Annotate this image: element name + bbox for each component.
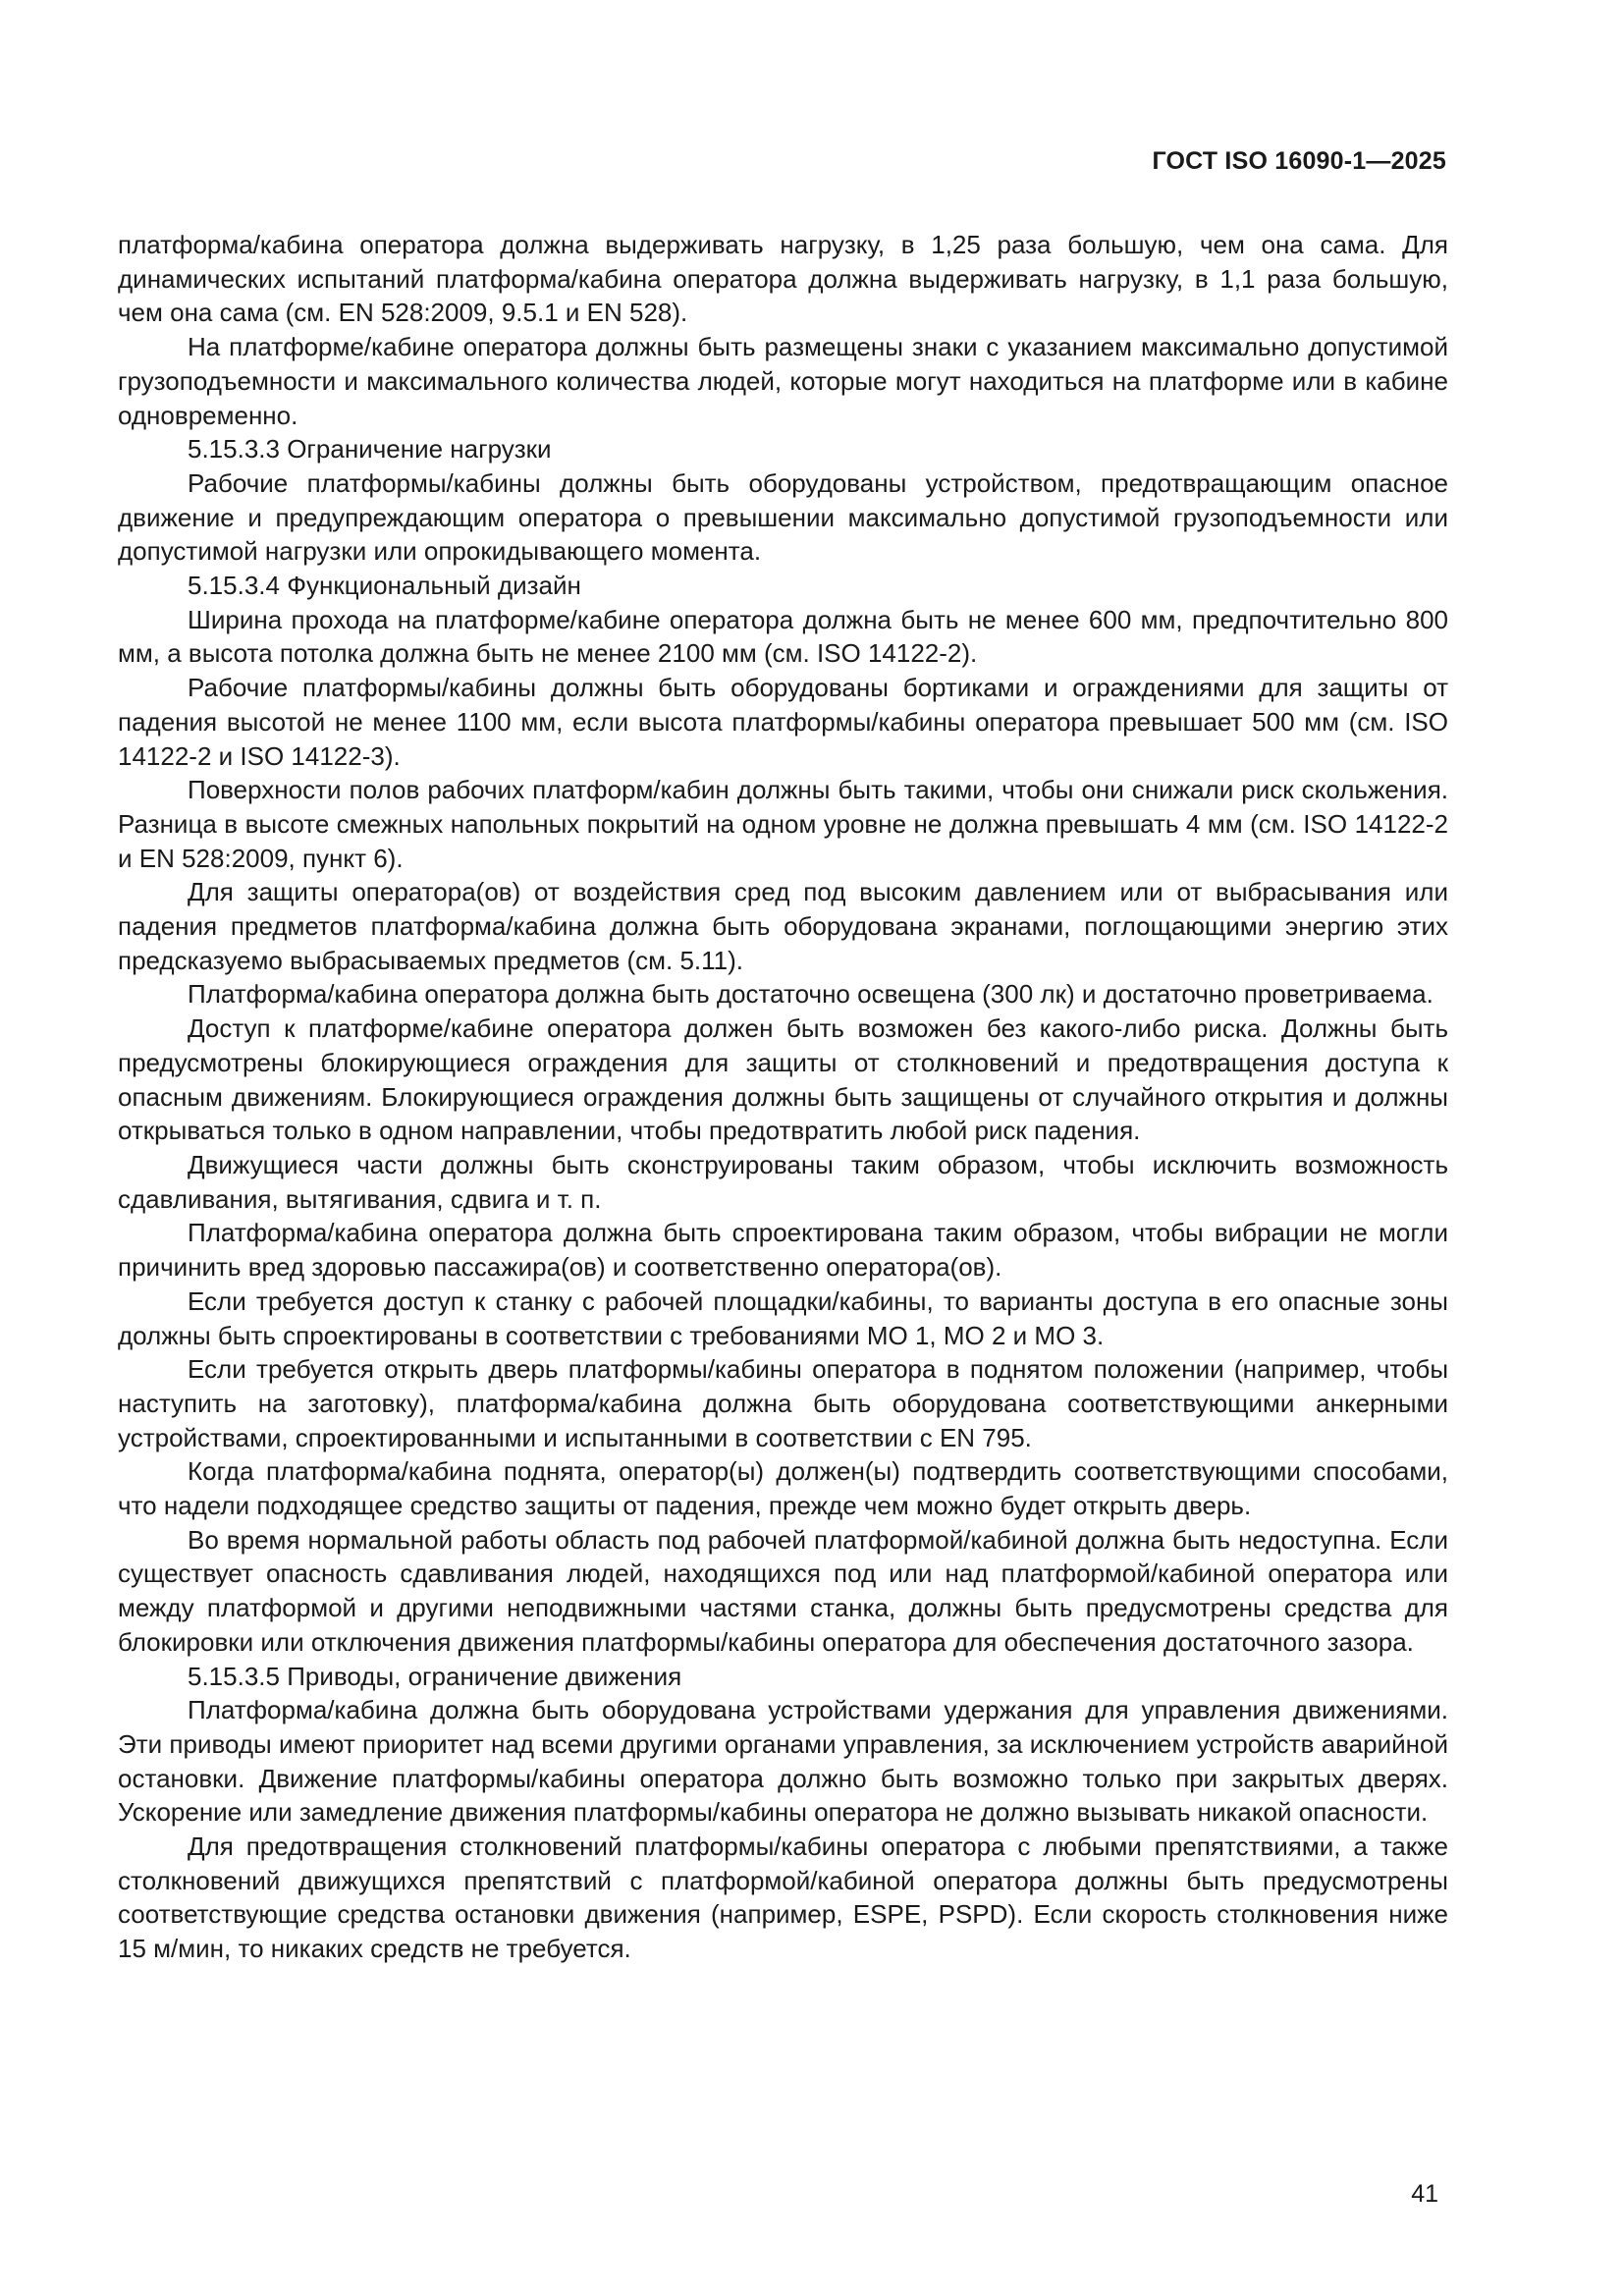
paragraph: На платформе/кабине оператора должны быть размещены знаки с указанием максимально допустимой грузоподъемности и максимального количества людей, которые могут находиться на платформе или в кабине одновременно. bbox=[118, 332, 1448, 430]
paragraph: Когда платформа/кабина поднята, оператор(ы) должен(ы) подтвердить соответствующими способами, что надели подходящее средство защиты от падения, прежде чем можно будет открыть дверь. bbox=[118, 1456, 1448, 1521]
standard-header: ГОСТ ISO 16090-1—2025 bbox=[1152, 147, 1446, 175]
paragraph: платформа/кабина оператора должна выдерживать нагрузку, в 1,25 раза большую, чем она сама. Для динамических испытаний платформа/кабина оператора должна выдерживать нагрузку, в 1,1 раза большую, чем она сама (см. EN 528:2009, 9.5.1 и EN 528). bbox=[118, 230, 1448, 328]
paragraph: Рабочие платформы/кабины должны быть оборудованы бортиками и ограждениями для защиты от падения высотой не менее 1100 мм, если высота платформы/кабины оператора превышает 500 мм (см. ISO 14122-2 и ISO 14122-3). bbox=[118, 673, 1448, 771]
paragraph: Платформа/кабина оператора должна быть достаточно освещена (300 лк) и достаточно проветриваема. bbox=[188, 979, 1434, 1010]
section-heading: 5.15.3.3 Ограничение нагрузки bbox=[188, 434, 552, 465]
paragraph: Для предотвращения столкновений платформы/кабины оператора с любыми препятствиями, а также столкновений движущихся препятствий с платформой/кабиной оператора должны быть предусмотрены соответствующие средства остановки движения (например, ESPE, PSPD). Если скорость столкновения ниже 15 м/мин, то никаких средств не требуется. bbox=[118, 1831, 1448, 1964]
paragraph: Если требуется открыть дверь платформы/кабины оператора в поднятом положении (например, чтобы наступить на заготовку), платформа/кабина должна быть оборудована соответствующими анкерными устройствами, спроектированными и испытанными в соответствии с EN 795. bbox=[118, 1354, 1448, 1452]
paragraph: Для защиты оператора(ов) от воздействия сред под высоким давлением или от выбрасывания или падения предметов платформа/кабина должна быть оборудована экранами, поглощающими энергию этих предсказуемо выбрасываемых предметов (см. 5.11). bbox=[118, 877, 1448, 975]
paragraph: Платформа/кабина должна быть оборудована устройствами удержания для управления движениями. Эти приводы имеют приоритет над всеми другими органами управления, за исключением устройств аварийной остановки. Движение платформы/кабины оператора должно быть возможно только при закрытых дверях. Ускорение или замедление движения платформы/кабины оператора не должно вызывать никакой опасности. bbox=[118, 1695, 1448, 1828]
paragraph: Доступ к платформе/кабине оператора должен быть возможен без какого-либо риска. Должны быть предусмотрены блокирующиеся ограждения для защиты от столкновений и предотвращения доступа к опасным движениям. Блокирующиеся ограждения должны быть защищены от случайного открытия и должны открываться только в одном направлении, чтобы предотвратить любой риск падения. bbox=[118, 1013, 1448, 1146]
paragraph: Поверхности полов рабочих платформ/кабин должны быть такими, чтобы они снижали риск скольжения. Разница в высоте смежных напольных покрытий на одном уровне не должна превышать 4 мм (см. ISO 14122-2 и EN 528:2009, пункт 6). bbox=[118, 775, 1448, 873]
section-heading: 5.15.3.4 Функциональный дизайн bbox=[188, 571, 581, 601]
paragraph: Ширина прохода на платформе/кабине оператора должна быть не менее 600 мм, предпочтительно 800 мм, а высота потолка должна быть не менее 2100 мм (см. ISO 14122-2). bbox=[118, 604, 1448, 669]
body-text bbox=[118, 228, 1448, 1966]
paragraph: Если требуется доступ к станку с рабочей площадки/кабины, то варианты доступа в его опасные зоны должны быть спроектированы в соответствии с требованиями МО 1, МО 2 и МО 3. bbox=[118, 1285, 1448, 1350]
paragraph: Рабочие платформы/кабины должны быть оборудованы устройством, предотвращающим опасное движение и предупреждающим оператора о превышении максимально допустимой грузоподъемности или допустимой нагрузки или опрокидывающего момента. bbox=[118, 467, 1448, 567]
paragraph: Движущиеся части должны быть сконструированы таким образом, чтобы исключить возможность сдавливания, вытягивания, сдвига и т. п. bbox=[118, 1149, 1448, 1214]
page-number: 41 bbox=[1411, 2180, 1438, 2208]
paragraph: Во время нормальной работы область под рабочей платформой/кабиной должна быть недоступна. Если существует опасность сдавливания людей, находящихся под или над платформой/кабиной оператора или между платформой и другими неподвижными частями станка, должны быть предусмотрены средства для блокировки или отключения движения платформы/кабины оператора для обеспечения достаточного зазора. bbox=[118, 1524, 1448, 1657]
paragraph: Платформа/кабина оператора должна быть спроектирована таким образом, чтобы вибрации не могли причинить вред здоровью пассажира(ов) и соответственно оператора(ов). bbox=[118, 1218, 1448, 1283]
section-heading: 5.15.3.5 Приводы, ограничение движения bbox=[188, 1661, 682, 1691]
